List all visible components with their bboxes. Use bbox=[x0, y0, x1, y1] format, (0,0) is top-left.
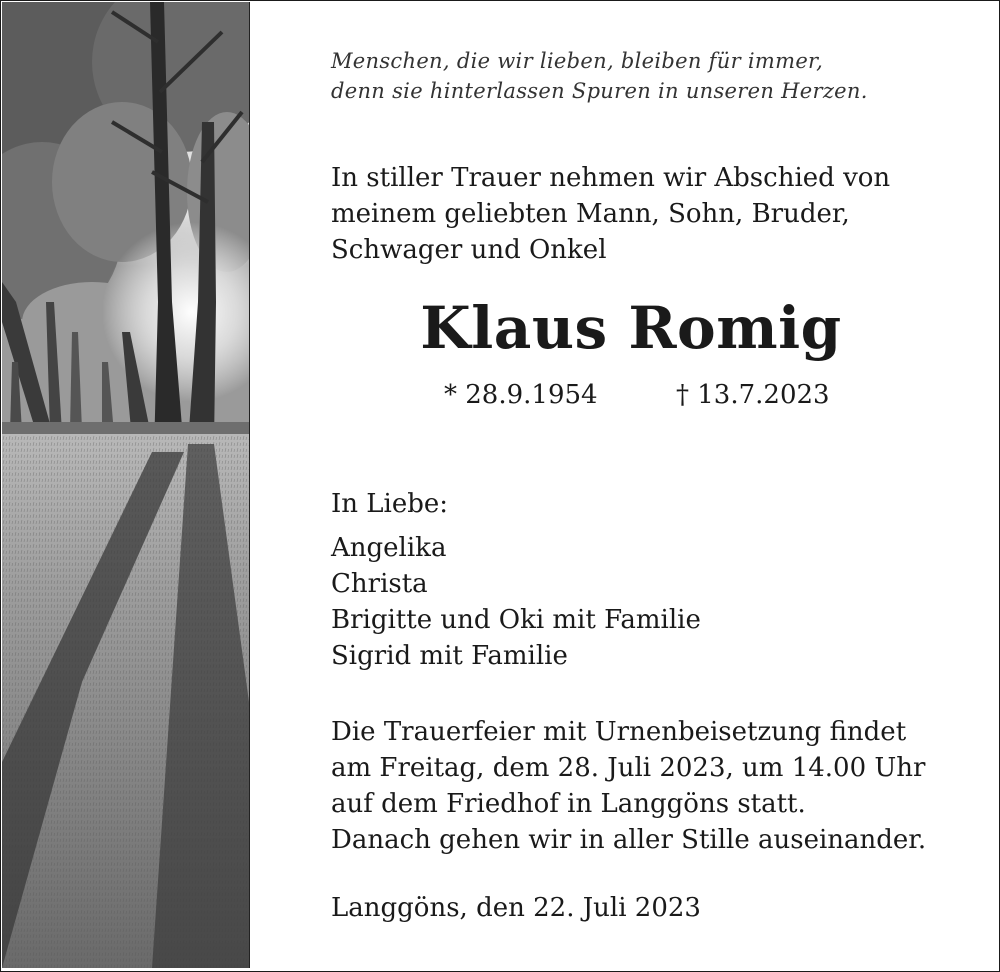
park-trees-photo bbox=[2, 2, 249, 968]
birth-date: * 28.9.1954 bbox=[444, 380, 598, 410]
intro-line: meinem geliebten Mann, Sohn, Bruder, bbox=[331, 199, 850, 229]
place-and-date: Langgöns, den 22. Juli 2023 bbox=[331, 893, 701, 923]
mourner-name: Sigrid mit Familie bbox=[331, 641, 568, 671]
service-info bbox=[331, 714, 970, 858]
quote-line: Menschen, die wir lieben, bleiben für immer, bbox=[331, 49, 824, 73]
photo-divider bbox=[249, 2, 250, 968]
mourners-list bbox=[331, 530, 970, 674]
death-date: † 13.7.2023 bbox=[676, 380, 830, 410]
mourner-name: Angelika bbox=[331, 533, 447, 563]
intro-line: In stiller Trauer nehmen wir Abschied von bbox=[331, 163, 891, 193]
service-line: Danach gehen wir in aller Stille auseinander. bbox=[331, 825, 927, 855]
intro-text bbox=[331, 160, 970, 268]
mourners-title: In Liebe: bbox=[331, 489, 449, 519]
deceased-name: Klaus Romig bbox=[420, 294, 842, 362]
service-line: auf dem Friedhof in Langgöns statt. bbox=[331, 789, 806, 819]
intro-line: Schwager und Onkel bbox=[331, 235, 607, 265]
service-line: Die Trauerfeier mit Urnenbeisetzung findet bbox=[331, 717, 907, 747]
service-line: am Freitag, dem 28. Juli 2023, um 14.00 Uhr bbox=[331, 753, 926, 783]
mourner-name: Christa bbox=[331, 569, 428, 599]
quote-line: denn sie hinterlassen Spuren in unseren Herzen. bbox=[331, 79, 868, 103]
memorial-quote bbox=[331, 46, 970, 106]
mourner-name: Brigitte und Oki mit Familie bbox=[331, 605, 701, 635]
